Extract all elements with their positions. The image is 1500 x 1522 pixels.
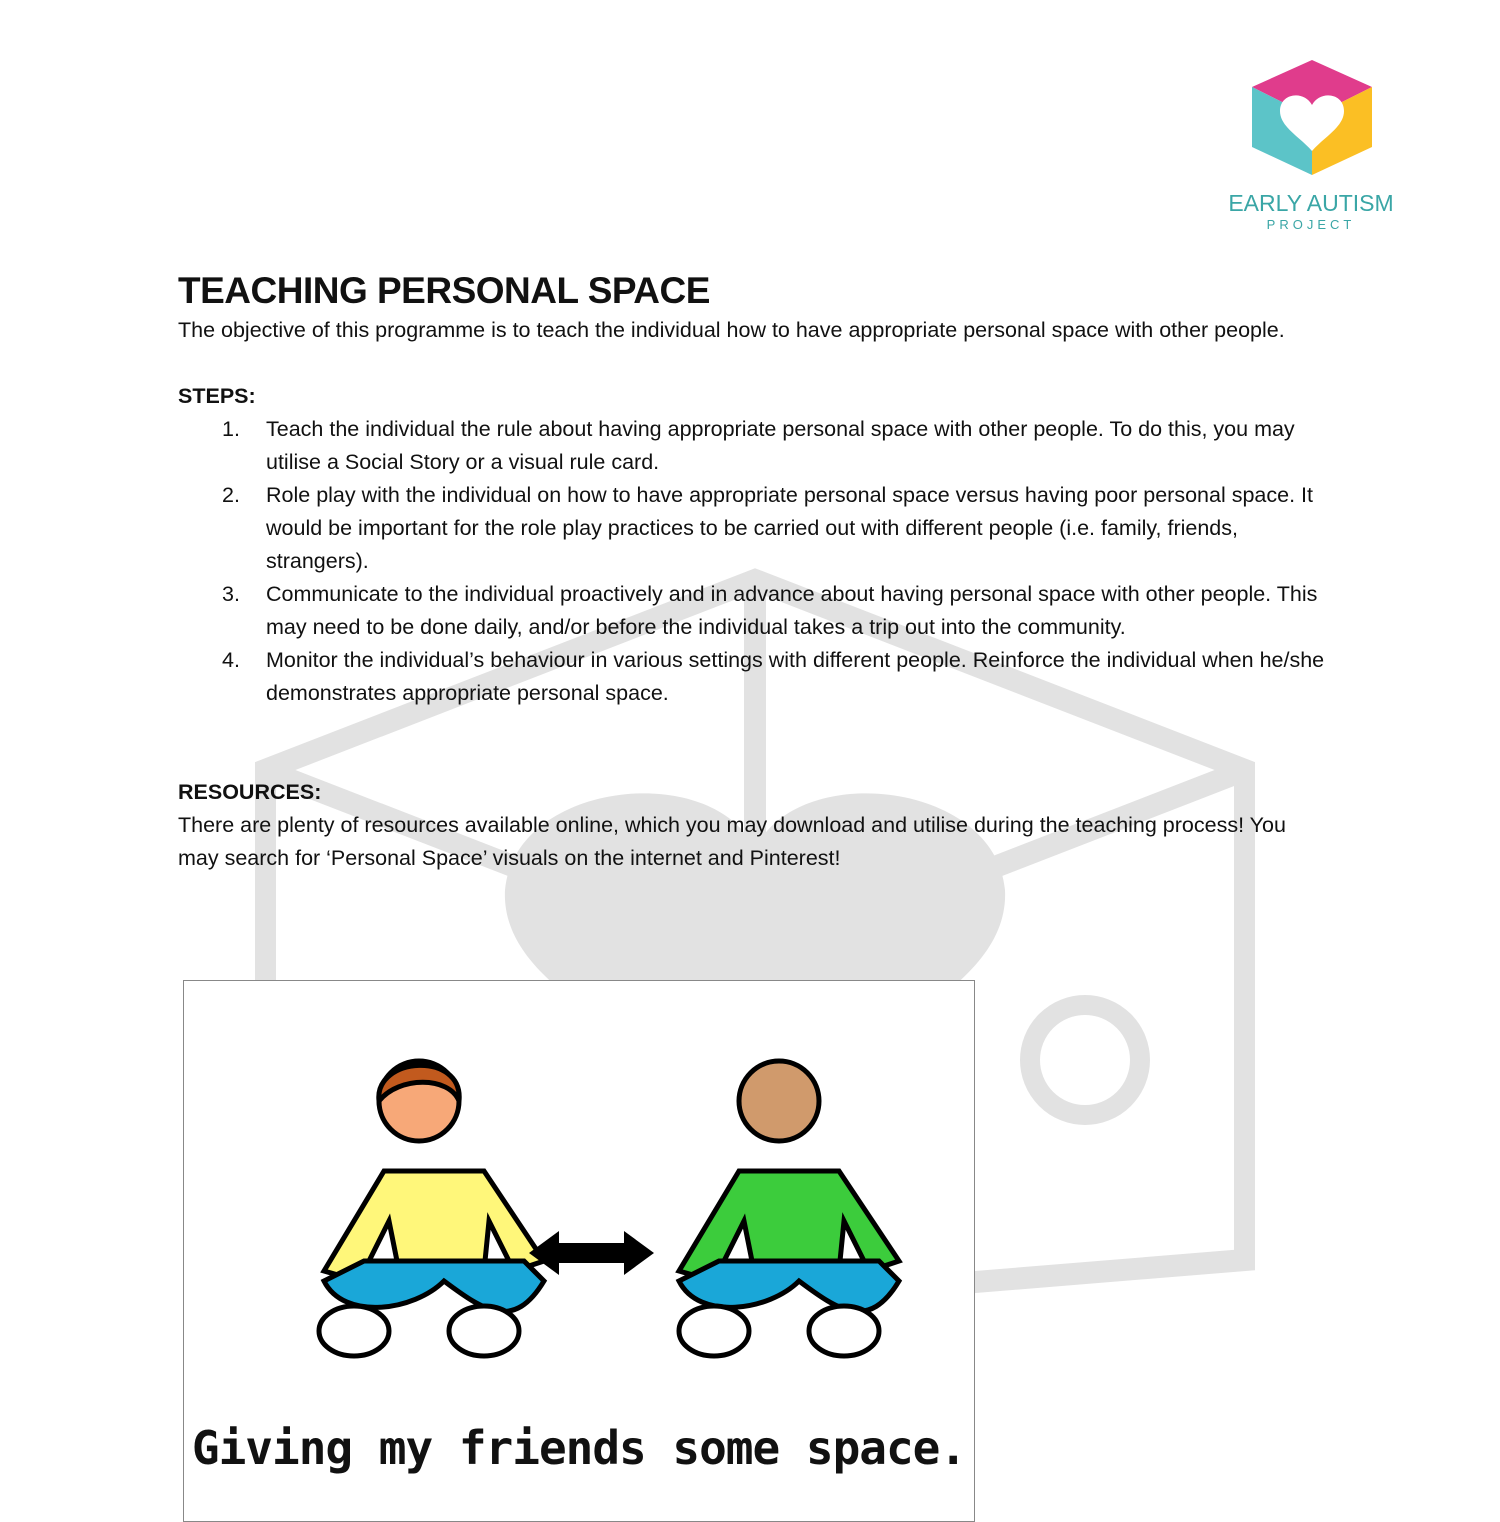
- personal-space-visual-card: [183, 980, 975, 1522]
- card-caption: Giving my friends some space.: [191, 1421, 967, 1475]
- resources-text: There are plenty of resources available online, which you may download and utilise during the teaching process! You may search for ‘Personal Space’ visuals on the internet and Pinterest!: [178, 813, 1286, 870]
- step-item: [178, 644, 1328, 710]
- objective-text: The objective of this programme is to teach the individual how to have appropriate personal space with other people.: [178, 318, 1285, 342]
- resources-heading: RESOURCES:: [178, 780, 322, 804]
- child-left: [319, 1061, 544, 1356]
- logo-text: EARLY AUTISM: [1228, 190, 1394, 216]
- document-body: [178, 270, 1328, 875]
- step-text: Monitor the individual’s behaviour in various settings with different people. Reinforce the individual when he/she demonstrates appropriate personal space.: [266, 648, 1325, 705]
- child-right: [679, 1061, 899, 1356]
- steps-list: [178, 413, 1328, 710]
- page-title: TEACHING PERSONAL SPACE: [178, 270, 710, 311]
- step-number: 4.: [222, 648, 240, 672]
- step-text: Communicate to the individual proactively and in advance about having personal space with other people. This may need to be done daily, and/or before the individual takes a trip out into the community.: [266, 582, 1318, 639]
- step-number: 3.: [222, 582, 240, 606]
- children-illustration: [184, 981, 974, 1421]
- step-text: Teach the individual the rule about having appropriate personal space with other people. To do this, you may utilise a Social Story or a visual rule card.: [266, 417, 1295, 474]
- steps-heading: STEPS:: [178, 384, 256, 408]
- step-text: Role play with the individual on how to have appropriate personal space versus having poor personal space. It would be important for the role play practices to be carried out with different people (i.e. family, friends, strangers).: [266, 483, 1313, 573]
- step-item: [178, 413, 1328, 479]
- double-arrow-icon: [529, 1231, 654, 1275]
- step-item: [178, 479, 1328, 578]
- logo-subtext: PROJECT: [1266, 217, 1356, 232]
- step-number: 1.: [222, 417, 240, 441]
- step-number: 2.: [222, 483, 240, 507]
- early-autism-project-logo: [1240, 55, 1385, 180]
- step-item: [178, 578, 1328, 644]
